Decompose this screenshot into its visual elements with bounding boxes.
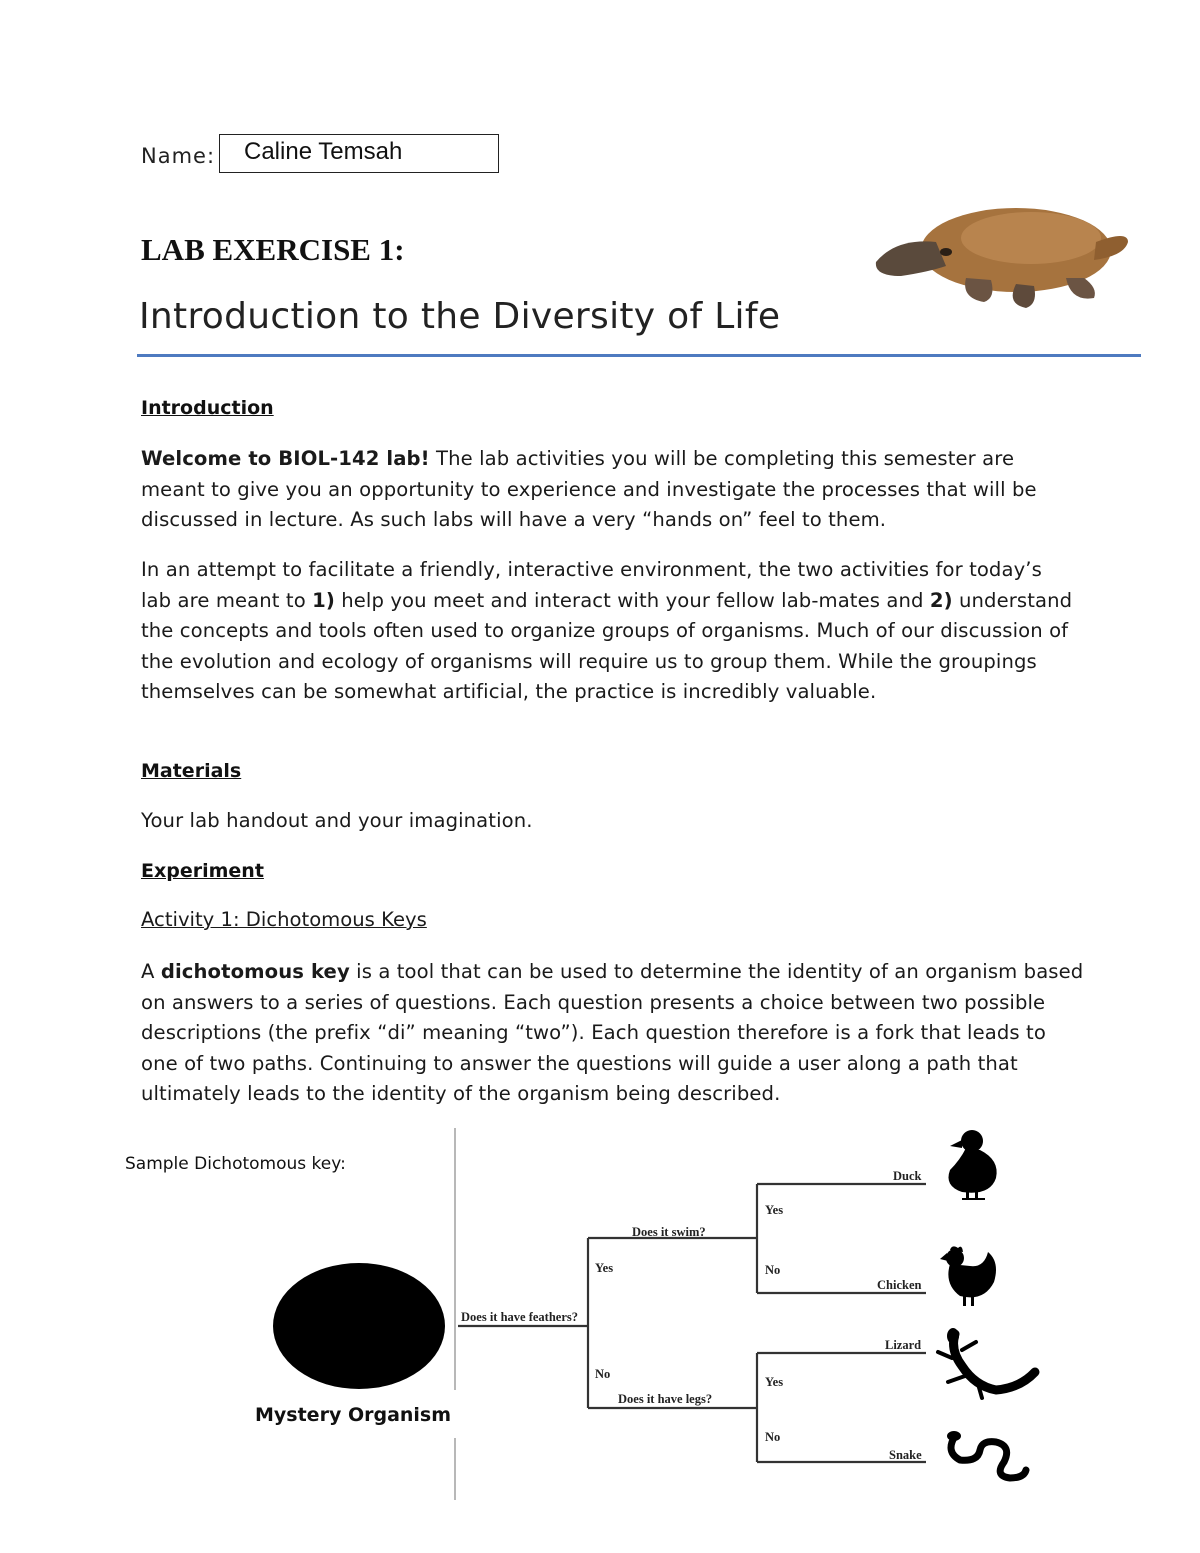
point-1-label: 1): [312, 588, 335, 612]
chicken-icon: [940, 1246, 996, 1306]
intro-paragraph-2: [141, 555, 1076, 708]
experiment-heading: Experiment: [141, 860, 264, 882]
welcome-text: Welcome to BIOL-142 lab!: [141, 447, 430, 470]
answer-yes: Yes: [765, 1203, 784, 1217]
label-duck: Duck: [893, 1169, 922, 1183]
point-2-label: 2): [929, 588, 953, 612]
duck-icon: [949, 1130, 997, 1200]
question-feathers: Does it have feathers?: [461, 1310, 578, 1324]
answer-no: No: [595, 1367, 611, 1381]
question-legs: Does it have legs?: [618, 1392, 713, 1406]
intro-text-2c: help you meet and interact with your fellow lab-mates and: [334, 588, 930, 612]
label-lizard: Lizard: [885, 1338, 922, 1352]
intro-text-1: The lab activities you will be completing this semester are meant to give you an opportunity to experience and investigate the processes that will be discussed in lecture. As such labs will have a very “hands on” feel to them.: [141, 447, 1037, 531]
experiment-paragraph: [141, 957, 1086, 1110]
intro-paragraph-1: [141, 444, 1076, 536]
page-title: Introduction to the Diversity of Life: [139, 296, 781, 337]
materials-heading: Materials: [141, 760, 242, 782]
sample-key-label: Sample Dichotomous key:: [125, 1154, 346, 1174]
mystery-organism-label: Mystery Organism: [255, 1404, 452, 1426]
introduction-heading: Introduction: [141, 397, 274, 419]
answer-no: No: [765, 1430, 781, 1444]
name-label: Name:: [141, 144, 216, 168]
answer-yes: Yes: [765, 1375, 784, 1389]
dichotomous-key-diagram: [0, 1120, 1200, 1520]
lab-title: LAB EXERCISE 1:: [141, 232, 405, 267]
answer-no: No: [765, 1263, 781, 1277]
snake-icon: [947, 1431, 1026, 1478]
title-divider: [137, 354, 1141, 357]
experiment-text-a: A: [141, 960, 161, 983]
dichotomous-key-term: dichotomous key: [160, 960, 350, 983]
materials-text: Your lab handout and your imagination.: [141, 809, 533, 832]
intro-text-2d: understand the concepts and tools often used to organize groups of organisms. Much of our discussion of the evolution and ecology of organisms will require us to group them. While the groupings themselves can be somewhat artificial, the practice is incredibly valuable.: [141, 588, 1073, 703]
name-field[interactable]: Caline Temsah: [219, 134, 499, 173]
mystery-organism-blob: [273, 1263, 445, 1389]
intro-text-2a: In an attempt to facilitate a friendly, interactive environment, the two activities for today’s lab are meant to: [141, 558, 1042, 612]
question-swim: Does it swim?: [632, 1225, 706, 1239]
label-chicken: Chicken: [877, 1278, 922, 1292]
answer-yes: Yes: [595, 1261, 614, 1275]
label-snake: Snake: [889, 1448, 922, 1462]
experiment-text-rest: is a tool that can be used to determine the identity of an organism based on answers to a series of questions. Each question presents a choice between two possible descriptions (the prefix “di” meaning “two”). Each question therefore is a fork that leads to one of two paths. Continuing to answer the questions will guide a user along a path that ultimately leads to the identity of the organism being described.: [141, 960, 1084, 1105]
lizard-icon: [938, 1328, 1035, 1398]
activity-title: Activity 1: Dichotomous Keys: [141, 908, 427, 931]
platypus-image: [866, 180, 1136, 312]
